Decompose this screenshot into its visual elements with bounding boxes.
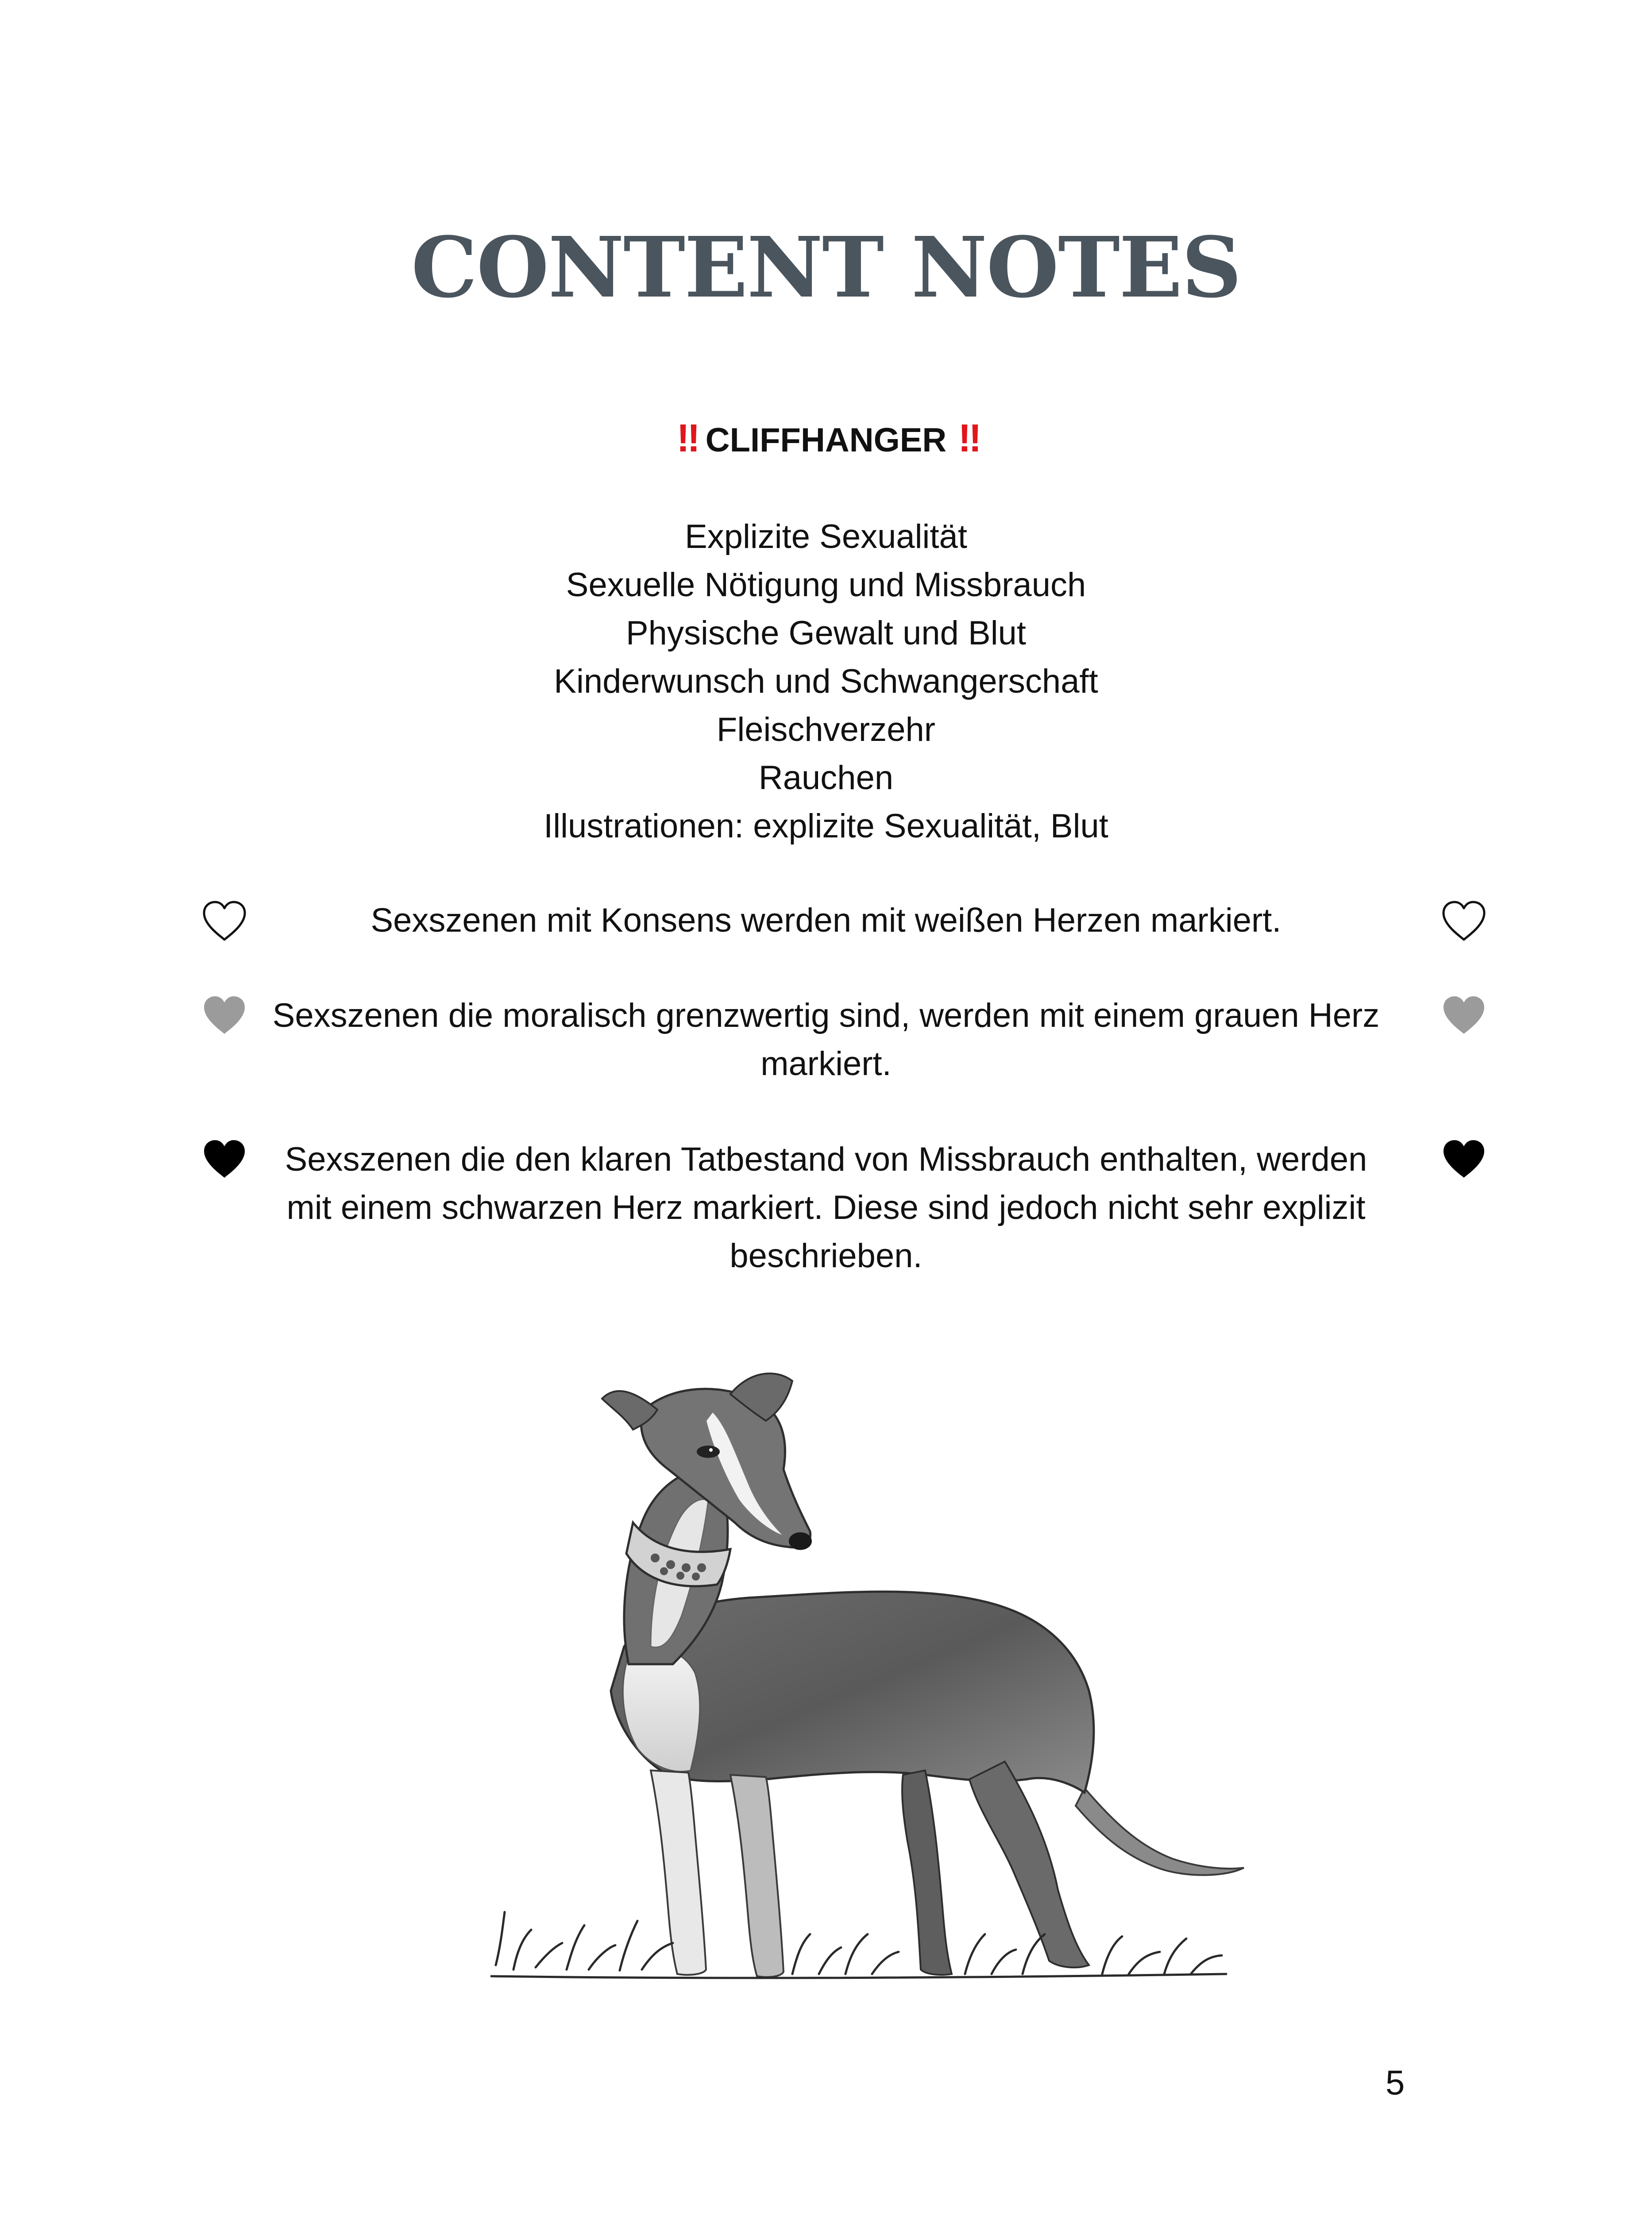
content-note: Kinderwunsch und Schwangerschaft	[554, 663, 1098, 700]
double-exclamation-icon: ‼	[958, 416, 976, 460]
page-title: CONTENT NOTES	[411, 219, 1241, 316]
content-note: Rauchen	[758, 759, 894, 797]
grey-heart-icon	[1441, 994, 1487, 1037]
legend-text: Sexszenen die den klaren Tatbestand von Missbrauch enthalten, werden mit einem schwarzen Herz markiert. Diese sind jedoch nicht sehr explizit beschrieben.	[285, 1141, 1367, 1275]
content-note: Sexuelle Nötigung und Missbrauch	[566, 566, 1086, 604]
page-number: 5	[1386, 2063, 1405, 2102]
white-heart-icon	[1441, 900, 1487, 942]
warning-label: CLIFFHANGER	[705, 421, 947, 459]
content-notes-list	[0, 513, 1652, 850]
content-note: Explizite Sexualität	[685, 518, 967, 555]
greyhound-illustration	[482, 1337, 1279, 2098]
black-heart-icon	[1441, 1138, 1487, 1180]
content-note: Illustrationen: explizite Sexualität, Blut	[544, 807, 1108, 845]
double-exclamation-icon: ‼	[676, 416, 694, 460]
legend-text: Sexszenen die moralisch grenzwertig sind, werden mit einem grauen Herz markiert.	[272, 997, 1380, 1083]
content-note: Physische Gewalt und Blut	[625, 614, 1027, 652]
black-heart-icon	[201, 1138, 247, 1180]
legend-text: Sexszenen mit Konsens werden mit weißen Herzen markiert.	[371, 902, 1281, 939]
white-heart-icon	[201, 900, 247, 942]
greyhound-drawing	[482, 1337, 1279, 2098]
cliffhanger-warning	[0, 414, 1652, 465]
grey-heart-icon	[201, 994, 247, 1037]
content-note: Fleischverzehr	[716, 711, 936, 748]
